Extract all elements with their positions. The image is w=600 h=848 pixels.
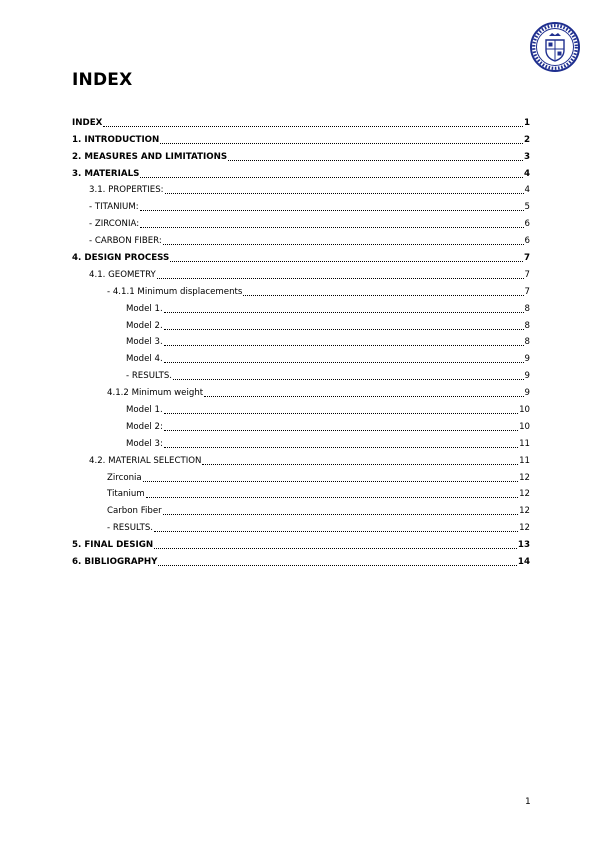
dot-leader <box>140 177 523 178</box>
toc-entry-page-number: 11 <box>519 438 530 449</box>
dot-leader <box>164 329 524 330</box>
toc-entry[interactable] <box>72 484 530 501</box>
toc-entry-label: Model 1. <box>126 303 163 314</box>
toc-entry[interactable] <box>72 315 530 332</box>
toc-entry[interactable] <box>72 433 530 450</box>
dot-leader <box>160 143 523 144</box>
page-title: INDEX <box>72 70 133 90</box>
toc-entry-label: Model 3: <box>126 438 163 449</box>
toc-entry-page-number: 9 <box>524 371 530 382</box>
toc-entry-label: 3.1. PROPERTIES: <box>89 185 164 196</box>
dot-leader <box>202 464 518 465</box>
toc-entry[interactable] <box>72 332 530 349</box>
toc-entry[interactable] <box>72 281 530 298</box>
toc-entry-label: Carbon Fiber <box>107 506 162 517</box>
toc-entry-page-number: 7 <box>523 253 530 264</box>
toc-entry-label: - 4.1.1 Minimum displacements <box>107 286 243 297</box>
toc-entry-label: - RESULTS. <box>107 523 154 534</box>
toc-entry-label: Model 3. <box>126 337 163 348</box>
toc-entry-label: 4. DESIGN PROCESS <box>72 253 170 264</box>
toc-entry-page-number: 12 <box>519 489 530 500</box>
toc-entry[interactable] <box>72 230 530 247</box>
toc-entry-page-number: 6 <box>524 236 530 247</box>
toc-entry[interactable] <box>72 112 530 129</box>
toc-entry-label: - CARBON FIBER: <box>89 236 162 247</box>
toc-entry-page-number: 14 <box>517 557 530 568</box>
toc-entry-page-number: 8 <box>524 320 530 331</box>
toc-entry-label: Model 2. <box>126 320 163 331</box>
toc-entry[interactable] <box>72 348 530 365</box>
dot-leader <box>163 514 518 515</box>
toc-entry[interactable] <box>72 129 530 146</box>
toc-entry-page-number: 10 <box>519 421 530 432</box>
dot-leader <box>140 210 524 211</box>
dot-leader <box>140 227 523 228</box>
toc-entry[interactable] <box>72 517 530 534</box>
dot-leader <box>165 193 524 194</box>
toc-entry[interactable] <box>72 534 530 551</box>
toc-entry[interactable] <box>72 467 530 484</box>
toc-entry-page-number: 10 <box>519 405 530 416</box>
dot-leader <box>157 278 524 279</box>
toc-entry[interactable] <box>72 298 530 315</box>
dot-leader <box>164 447 518 448</box>
dot-leader <box>164 312 524 313</box>
toc-entry[interactable] <box>72 416 530 433</box>
toc-entry[interactable] <box>72 196 530 213</box>
toc-entry[interactable] <box>72 500 530 517</box>
toc-entry-label: 4.1. GEOMETRY <box>89 269 156 280</box>
toc-entry-label: 1. INTRODUCTION <box>72 134 160 145</box>
toc-entry-page-number: 9 <box>524 354 530 365</box>
toc-entry[interactable] <box>72 146 530 163</box>
toc-entry-page-number: 12 <box>519 506 530 517</box>
dot-leader <box>164 345 524 346</box>
toc-entry-page-number: 13 <box>517 540 530 551</box>
toc-entry-page-number: 8 <box>524 337 530 348</box>
toc-entry[interactable] <box>72 399 530 416</box>
toc-entry-label: 5. FINAL DESIGN <box>72 540 154 551</box>
toc-entry[interactable] <box>72 450 530 467</box>
dot-leader <box>103 126 523 127</box>
toc-entry-page-number: 12 <box>519 523 530 534</box>
toc-entry-label: Zirconia <box>107 472 142 483</box>
toc-entry-label: 3. MATERIALS <box>72 168 140 179</box>
toc-entry-page-number: 1 <box>523 117 530 128</box>
page-number: 1 <box>525 797 531 807</box>
toc-entry-label: INDEX <box>72 117 103 128</box>
toc-entry[interactable] <box>72 247 530 264</box>
toc-entry-label: Titanium <box>107 489 145 500</box>
dot-leader <box>164 362 524 363</box>
toc-entry-label: Model 1. <box>126 405 163 416</box>
toc-entry[interactable] <box>72 180 530 197</box>
dot-leader <box>170 261 523 262</box>
toc-entry-label: - RESULTS. <box>126 371 173 382</box>
toc-entry-page-number: 7 <box>524 286 530 297</box>
toc-entry[interactable] <box>72 382 530 399</box>
dot-leader <box>164 413 518 414</box>
dot-leader <box>154 531 518 532</box>
toc-entry-page-number: 9 <box>524 388 530 399</box>
toc-entry-page-number: 5 <box>524 202 530 213</box>
toc-entry-label: - TITANIUM: <box>89 202 139 213</box>
toc-entry-label: 4.1.2 Minimum weight <box>107 388 204 399</box>
toc-entry-page-number: 6 <box>524 219 530 230</box>
dot-leader <box>146 497 518 498</box>
toc-entry-label: Model 2: <box>126 421 163 432</box>
dot-leader <box>228 160 523 161</box>
toc-entry-label: Model 4. <box>126 354 163 365</box>
toc-entry[interactable] <box>72 213 530 230</box>
table-of-contents <box>72 112 530 568</box>
toc-entry-page-number: 7 <box>524 269 530 280</box>
toc-entry-page-number: 8 <box>524 303 530 314</box>
toc-entry[interactable] <box>72 551 530 568</box>
toc-entry-page-number: 3 <box>523 151 530 162</box>
toc-entry-page-number: 12 <box>519 472 530 483</box>
dot-leader <box>158 565 516 566</box>
toc-entry-page-number: 4 <box>523 168 530 179</box>
toc-entry-page-number: 2 <box>523 134 530 145</box>
dot-leader <box>143 481 518 482</box>
toc-entry-page-number: 11 <box>519 455 530 466</box>
dot-leader <box>204 396 523 397</box>
toc-entry[interactable] <box>72 264 530 281</box>
dot-leader <box>154 548 517 549</box>
toc-entry-label: 4.2. MATERIAL SELECTION <box>89 455 202 466</box>
toc-entry-label: 2. MEASURES AND LIMITATIONS <box>72 151 228 162</box>
toc-entry-label: 6. BIBLIOGRAPHY <box>72 557 158 568</box>
toc-entry[interactable] <box>72 163 530 180</box>
toc-entry-page-number: 4 <box>524 185 530 196</box>
toc-entry[interactable] <box>72 365 530 382</box>
dot-leader <box>163 244 524 245</box>
dot-leader <box>173 379 524 380</box>
dot-leader <box>164 430 518 431</box>
dot-leader <box>243 295 523 296</box>
toc-entry-label: - ZIRCONIA: <box>89 219 140 230</box>
university-seal-icon <box>530 22 580 72</box>
